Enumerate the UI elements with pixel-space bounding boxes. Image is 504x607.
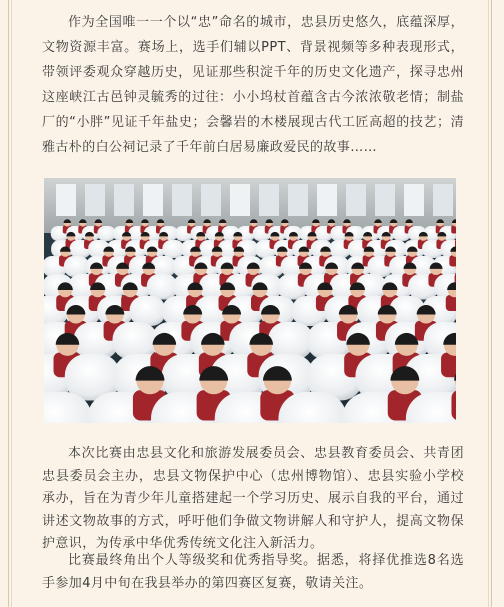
seated-child [130, 296, 166, 326]
window-pane [404, 184, 424, 216]
window-pane [56, 184, 76, 216]
window-pane [375, 184, 395, 216]
seated-child [268, 322, 313, 360]
window-pane [317, 184, 337, 216]
window-pane [433, 184, 453, 216]
window-pane [346, 184, 366, 216]
article-paragraph-intro: 作为全国唯一一个以“忠”命名的城市，忠县历史悠久，底蕴深厚，文物资源丰富。赛场上，选手们辅以PPT、背景视频等多种表现形式，带领评委观众穿越历史，见证那些积淀千年的历史文化遗产，探寻忠州这座峡江古邑钟灵毓秀的过往：小小坞杖首蕴含古今浓浓敬老情；制盐厂的“小胖”见证千年盐史；会馨岩的木楼展现古代工匠高超的技艺；清雅古朴的白公祠记录了千年前白居易廉政爱民的故事…… [42, 15, 464, 155]
window-pane [172, 184, 192, 216]
seated-child [113, 322, 158, 360]
window-pane [259, 184, 279, 216]
window-pane [114, 184, 134, 216]
seated-child [64, 256, 89, 277]
seated-child [97, 226, 115, 241]
audience-photo [44, 178, 456, 423]
window-pane [143, 184, 163, 216]
audience-rows [44, 219, 456, 423]
window-pane [230, 184, 250, 216]
window-pane [288, 184, 308, 216]
article-paragraph-organizers: 本次比赛由忠县文化和旅游发展委员会、忠县教育委员会、共青团忠县委员会主办，忠县文物保护中心（忠州博物馆）、忠县实验小学校承办，旨在为青少年儿童搭建起一个学习历史、展示自我的平台，通过讲述文物故事的方式，呼吁他们争做文物讲解人和守护人，提高文物保护意识，为传承中华优秀传统文化注入新活力。 [42, 446, 464, 551]
seated-child [162, 240, 184, 258]
window-pane [201, 184, 221, 216]
window-pane [85, 184, 105, 216]
article-paragraph-results: 比赛最终角出个人等级奖和优秀指导奖。据悉，将择优推选8名选手参加4月中旬在我县举办的第四赛区复赛，敬请关注。 [42, 553, 464, 591]
seated-child [147, 274, 178, 300]
